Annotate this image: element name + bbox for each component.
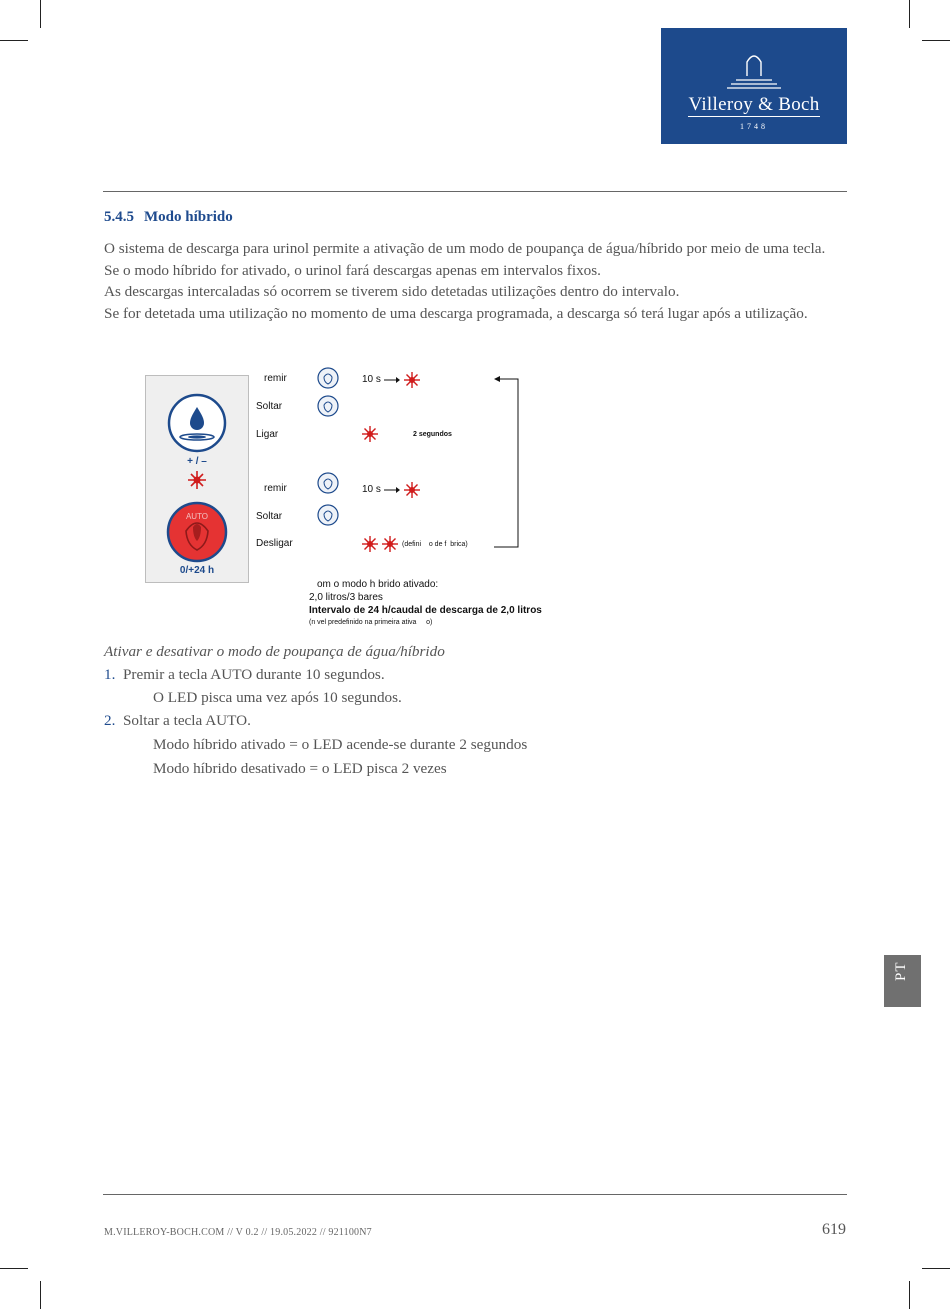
note-line: om o modo h brido ativado: — [317, 579, 439, 590]
crop-mark — [0, 40, 28, 41]
step-item — [104, 712, 251, 730]
crop-mark — [922, 1268, 950, 1269]
auto-key-icon — [317, 504, 339, 526]
auto-key-icon — [317, 395, 339, 417]
two-seconds-label: 2 segundos — [413, 431, 452, 438]
auto-label: AUTO — [185, 512, 209, 521]
auto-button-icon — [166, 501, 228, 563]
plus-minus-label: + / – — [187, 456, 207, 467]
step-text: Premir a tecla AUTO durante 10 segundos. — [122, 666, 385, 683]
section-number: 5.4.5 — [104, 209, 134, 225]
arrow-right-icon — [384, 376, 400, 384]
hybrid-mode-diagram — [140, 365, 560, 635]
paragraph: O sistema de descarga para urinol permite a ativação de um modo de poupança de água/híbrido por meio de uma tecla. — [104, 240, 826, 257]
language-tab-label: PT — [893, 961, 909, 981]
page-number: 619 — [822, 1221, 846, 1238]
crop-mark — [909, 0, 910, 28]
header-rule — [103, 191, 847, 192]
led-icon — [361, 535, 379, 553]
label-press: remir — [264, 483, 287, 494]
body-text — [104, 238, 839, 324]
step-text: Soltar a tecla AUTO. — [122, 712, 251, 729]
note-line: 2,0 litros/3 bares — [309, 592, 383, 603]
factory-default-label: (defini o de f brica) — [402, 541, 468, 548]
led-icon — [403, 371, 421, 389]
label-release: Soltar — [256, 401, 283, 412]
auto-key-icon — [317, 472, 339, 494]
paragraph: Se for detetada uma utilização no momento de uma descarga programada, a descarga só terá lugar após a utilização. — [104, 304, 808, 322]
step-detail: Modo híbrido desativado = o LED pisca 2 vezes — [153, 760, 447, 777]
label-release: Soltar — [256, 511, 283, 522]
crop-mark — [40, 0, 41, 28]
label-press: remir — [264, 373, 287, 384]
fountain-icon — [661, 28, 847, 94]
led-icon — [361, 425, 379, 443]
time-label: 10 s — [362, 374, 381, 385]
led-icon — [381, 535, 399, 553]
brand-logo — [661, 28, 847, 144]
step-number: 1. — [104, 666, 116, 683]
cycle-arrow — [490, 373, 550, 563]
label-on: Ligar — [256, 429, 279, 440]
section-title: Modo híbrido — [144, 209, 233, 225]
step-detail: Modo híbrido ativado = o LED acende-se durante 2 segundos — [153, 736, 528, 753]
hours-label: 0/+24 h — [179, 565, 215, 576]
paragraph: As descargas intercaladas só ocorrem se tiverem sido detetadas utilizações dentro do intervalo. — [104, 283, 680, 300]
water-drop-button-icon — [167, 393, 227, 453]
label-off: Desligar — [256, 538, 293, 549]
brand-year: 1748 — [740, 122, 768, 131]
crop-mark — [40, 1281, 41, 1309]
note-line: (n vel predefinido na primeira ativa o) — [309, 619, 433, 626]
step-item — [104, 666, 385, 684]
crop-mark — [922, 40, 950, 41]
crop-mark — [0, 1268, 28, 1269]
arrow-right-icon — [384, 486, 400, 494]
footer-rule — [103, 1194, 847, 1195]
led-icon — [403, 481, 421, 499]
step-number: 2. — [104, 712, 116, 729]
step-detail: O LED pisca uma vez após 10 segundos. — [153, 689, 402, 706]
crop-mark — [909, 1281, 910, 1309]
auto-key-icon — [317, 367, 339, 389]
paragraph: Se o modo híbrido for ativado, o urinol fará descargas apenas em intervalos fixos. — [104, 261, 601, 279]
footer-reference: M.VILLEROY-BOCH.COM // V 0.2 // 19.05.2022 // 921100N7 — [104, 1227, 372, 1238]
led-icon — [187, 470, 207, 490]
section-heading — [104, 209, 233, 226]
note-line: Intervalo de 24 h/caudal de descarga de 2,0 litros — [309, 605, 542, 616]
instructions-subheading: Ativar e desativar o modo de poupança de água/híbrido — [104, 643, 445, 660]
brand-name: Villeroy & Boch — [688, 94, 820, 115]
language-tab — [884, 955, 921, 1007]
time-label: 10 s — [362, 484, 381, 495]
control-panel — [145, 375, 249, 583]
